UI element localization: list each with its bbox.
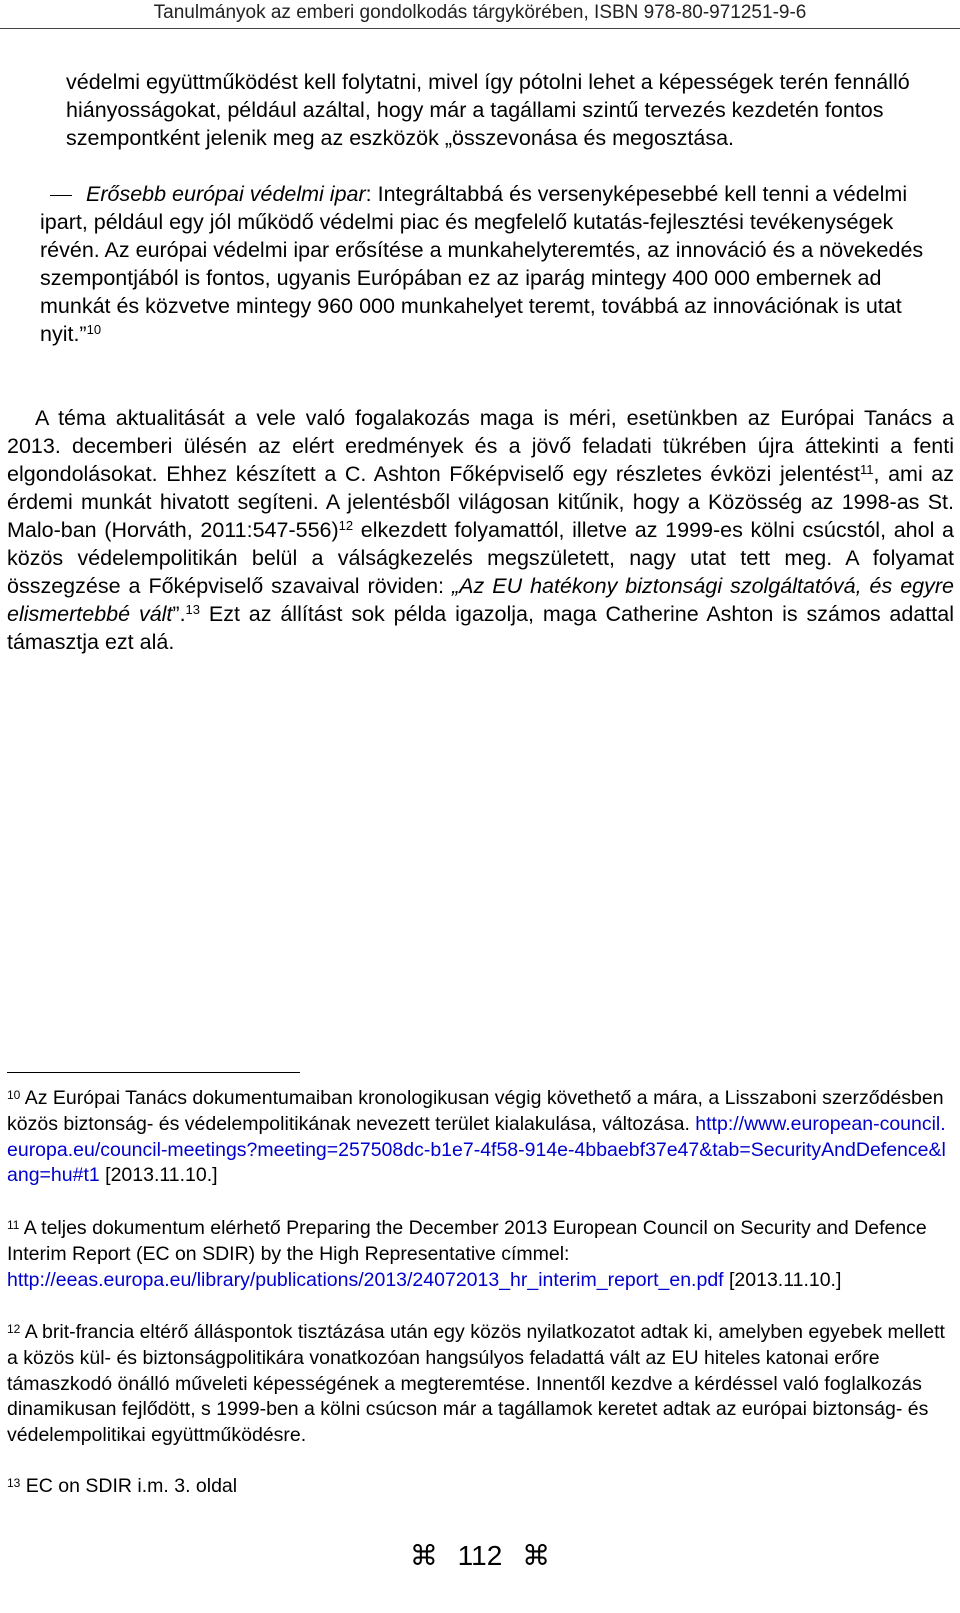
footnote-number: 13 (7, 1476, 21, 1490)
footnote-10 (7, 1086, 947, 1189)
list-item-title: Erősebb európai védelmi ipar (86, 182, 366, 206)
footnote-link[interactable]: http://www.european-council.europa.eu/council-meetings?meeting=257508dc-b1e7-4f58-914e-4bbaebf37e47&tab=SecurityAndDefence&lang=hu#t1 (7, 1112, 946, 1187)
footnote-separator (7, 1072, 300, 1073)
body-text-b: , ami az érdemi munkát hivatott segíteni. A jelentésből világosan kitűnik, hogy a Közösség az 1998-as St. Malo-ban (Horváth, 2011:547-556) (7, 462, 955, 542)
footnote-ref-12[interactable]: 12 (338, 518, 354, 533)
body-text-c: elkezdett folyamattól, illetve az 1999-es kölni csúcstól, ahol a közös védelempolitikán belül a válságkezelés megszületett, nagy utat tett meg. A folyamat összegzése a Főképviselő szavaival röviden: (7, 518, 954, 598)
footnote-text: A brit-francia eltérő álláspontok tisztázása után egy közös nyilatkozatot adtak ki, amelyben egyebek mellett a közös kül- és biztonságpolitikára vonatkozóan hangsúlyos feladattá vált az EU hiteles katonai erőre támaszkodó önálló műveleti képességének a megteremtése. Innentől kezdve a kérdéssel való foglalkozás dinamikusan fejlődött, s 1999-ben a kölni csúcson már a tagállamok keretet adtak az európai biztonság- és védelempolitikai együttműködésre. (7, 1321, 945, 1447)
footnote-number: 11 (7, 1218, 20, 1232)
footnote-12 (7, 1320, 947, 1449)
header-title: Tanulmányok az emberi gondolkodás tárgykörében, ISBN 978-80-971251-9-6 (153, 2, 807, 23)
footnote-number: 12 (7, 1322, 21, 1336)
page-footer (0, 1536, 960, 1576)
footnote-text: Az Európai Tanács dokumentumaiban kronologikusan végig követhető a mára, a Lisszaboni szerződésben közös biztonság- és védelempolitikának nevezett terület kialakulása, változása. (7, 1087, 944, 1135)
page-number: 112 (457, 1540, 503, 1571)
footnote-text: A teljes dokumentum elérhető Preparing the December 2013 European Council on Security and Defence Interim Report (EC on SDIR) by the High Representative címmel: (7, 1217, 927, 1265)
body-text-e: Ezt az állítást sok példa igazolja, maga Catherine Ashton is számos adattal támasztja ezt alá. (7, 602, 954, 654)
list-dash (50, 195, 72, 196)
list-item-colon: : (365, 182, 372, 206)
command-ornament-icon: ⌘ (522, 1539, 551, 1572)
footnote-ref-11[interactable]: 11 (860, 462, 874, 477)
footnote-link[interactable]: http://eeas.europa.eu/library/publications/2013/24072013_hr_interim_report_en.pdf (7, 1268, 724, 1291)
command-ornament-icon: ⌘ (409, 1539, 438, 1572)
body-paragraph (7, 404, 954, 656)
body-text-d: ”. (172, 602, 186, 626)
quote-paragraph-1: védelmi együttműködést kell folytatni, mivel így pótolni lehet a képességek terén fennálló hiányosságokat, például azáltal, hogy már a tagállami szintű tervezés kezdetén fontos szempontként jelenik meg az eszközök „összevonása és megosztása. (66, 70, 910, 150)
footnote-date: [2013.11.10.] (99, 1164, 218, 1187)
footnote-11 (7, 1216, 947, 1293)
footnote-text: EC on SDIR i.m. 3. oldal (20, 1475, 238, 1497)
quote-list-item (40, 180, 942, 348)
footnote-date: [2013.11.10.] (723, 1268, 842, 1291)
running-header (0, 0, 960, 29)
footnote-ref-13[interactable]: 13 (185, 602, 201, 617)
body-text-a: A téma aktualitását a vele való fogalakozás maga is méri, esetünkben az Európai Tanács a 2013. decemberi ülésén az elért eredmények és a jövő feladati tükrében újra áttekinti a fenti elgondolásokat. Ehhez készített a C. Ashton Főképviselő egy részletes évközi jelentést (7, 406, 954, 486)
footnote-ref-10[interactable]: 10 (86, 322, 102, 337)
footnote-13 (7, 1474, 947, 1500)
list-item-text: Integráltabbá és versenyképesebbé kell tenni a védelmi ipart, például egy jól működő védelmi piac és megfelelő kutatás-fejlesztési tevékenységek révén. Az európai védelmi ipar erősítése a munkahelyteremtés, az innováció és a növekedés szempontjából is fontos, ugyanis Európában ez az iparág mintegy 400 000 embernek ad munkát és közvetve mintegy 960 000 munkahelyet teremt, továbbá az innovációnak is utat nyit.” (40, 182, 924, 346)
body-quote-italic: „Az EU hatékony biztonsági szolgáltatóvá, és egyre elismertebbé vált (7, 574, 954, 626)
footnote-number: 10 (7, 1088, 21, 1102)
